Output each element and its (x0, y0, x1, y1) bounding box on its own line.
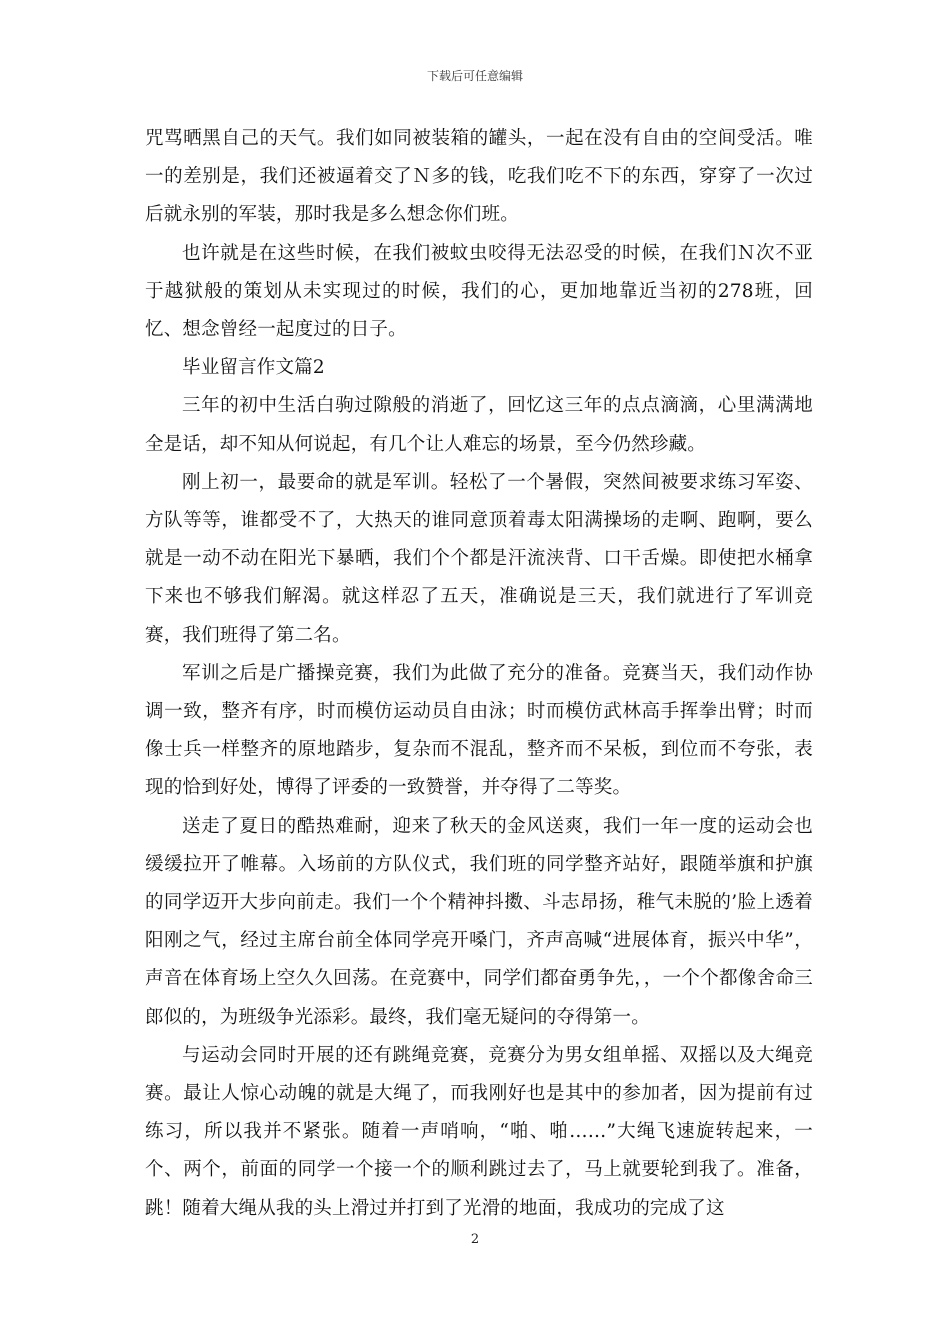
paragraph-4: 刚上初一，最要命的就是军训。轻松了一个暑假，突然间被要求练习军姿、方队等等，谁都受不了，大热天的谁同意顶着毒太阳满操场的走啊、跑啊，要么就是一动不动在阳光下暴晒，我们个个都是汗流浃背、口干舌燥。即使把水桶拿下来也不够我们解渴。就这样忍了五天，准确说是三天，我们就进行了军训竞赛，我们班得了第二名。 (145, 471, 813, 646)
paragraph-2: 也许就是在这些时候，在我们被蚊虫咬得无法忍受的时候，在我们Ｎ次不亚于越狱般的策划从未实现过的时候，我们的心，更加地靠近当初的278班，回忆、想念曾经一起度过的日子。 (145, 242, 813, 341)
paragraph-7: 与运动会同时开展的还有跳绳竞赛，竞赛分为男女组单摇、双摇以及大绳竞赛。最让人惊心动魄的就是大绳了，而我刚好也是其中的参加者，因为提前有过练习，所以我并不紧张。随着一声哨响，“啪、啪……”大绳飞速旋转起来，一个、两个，前面的同学一个接一个的顺利跳过去了，马上就要轮到我了。准备，跳！随着大绳从我的头上滑过并打到了光滑的地面，我成功的完成了这 (145, 1044, 813, 1219)
paragraph-6: 送走了夏日的酷热难耐，迎来了秋天的金风送爽，我们一年一度的运动会也缓缓拉开了帷幕。入场前的方队仪式，我们班的同学整齐站好，跟随举旗和护旗的同学迈开大步向前走。我们一个个精神抖擞、斗志昂扬，稚气未脱的’脸上透着阳刚之气，经过主席台前全体同学亮开嗓门，齐声高喊“进展体育，振兴中华”，声音在体育场上空久久回荡。在竞赛中，同学们都奋勇争先，，一个个都像舍命三郎似的，为班级争光添彩。最终，我们毫无疑问的夺得第一。 (145, 815, 813, 1028)
paragraph-3: 三年的初中生活白驹过隙般的消逝了，回忆这三年的点点滴滴，心里满满地全是话，却不知从何说起，有几个让人难忘的场景，至今仍然珍藏。 (145, 395, 813, 455)
paragraph-5: 军训之后是广播操竞赛，我们为此做了充分的准备。竞赛当天，我们动作协调一致，整齐有序，时而模仿运动员自由泳；时而模仿武林高手挥拳出臂；时而像士兵一样整齐的原地踏步，复杂而不混乱，整齐而不呆板，到位而不夸张，表现的恰到好处，博得了评委的一致赞誉，并夺得了二等奖。 (145, 662, 813, 799)
paragraph-1: 咒骂晒黑自己的天气。我们如同被装箱的罐头，一起在没有自由的空间受活。唯一的差别是，我们还被逼着交了Ｎ多的钱，吃我们吃不下的东西，穿穿了一次过后就永别的军装，那时我是多么想念你们班。 (145, 128, 813, 226)
section-heading: 毕业留言作文篇2 (182, 357, 325, 379)
document-body (145, 120, 813, 1228)
page-header: 下载后可任意编辑 (426, 69, 523, 83)
page-number: 2 (470, 1232, 480, 1247)
